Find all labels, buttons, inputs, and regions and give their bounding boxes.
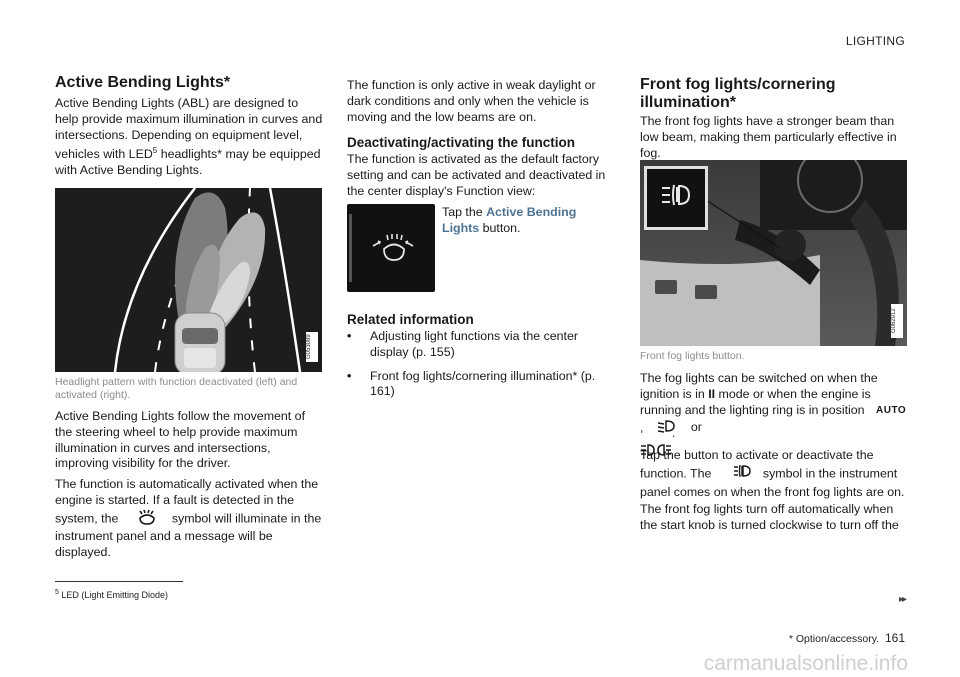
- auto-icon: AUTO: [876, 404, 907, 416]
- page-number: 161: [884, 631, 905, 645]
- fog-lights-title: Front fog lights/cornering illumination*: [640, 76, 836, 111]
- abl-button-image[interactable]: [347, 204, 435, 292]
- section-title: LIGHTING: [845, 34, 905, 48]
- footnote-text: LED (Light Emitting Diode): [61, 590, 168, 600]
- period: .: [672, 426, 676, 440]
- related-item-text[interactable]: Adjusting light functions via the center display (p. 155): [370, 329, 579, 359]
- abl-intro-text-2: headlights* may be equipped with Active Bending Lights.: [55, 147, 321, 178]
- fog-figure-caption: Front fog lights button.: [640, 350, 745, 362]
- related-info-heading: Related information: [347, 312, 474, 327]
- bullet-icon: •: [347, 329, 352, 343]
- button-indicator-bar: [349, 214, 352, 282]
- ignition-mode: II: [708, 386, 716, 401]
- abl-para-3: [55, 477, 323, 561]
- fog-indicator-icon: [733, 464, 751, 485]
- abl-para-3-text-1: The function is automatically activated when the engine is started. If a fault is detected in the system, the: [55, 477, 319, 526]
- figure-code: G053089: [306, 332, 318, 362]
- abl-condition-text: The function is only active in weak daylight or dark conditions and only when the vehicle is moving and the low beams are on.: [347, 78, 596, 124]
- footnote-divider: [55, 581, 183, 582]
- option-note: * Option/accessory.: [788, 633, 880, 645]
- fog-para-3: The front fog lights turn off automatically when the start knob is turned clockwise to turn off the: [640, 502, 899, 532]
- abl-intro: [55, 96, 323, 179]
- tap-instruction: [442, 205, 582, 237]
- related-info-list: [347, 329, 609, 400]
- related-item-text[interactable]: Front fog lights/cornering illumination* (p. 161): [370, 368, 596, 399]
- abl-title: Active Bending Lights*: [55, 74, 231, 91]
- footnote: [55, 589, 168, 600]
- fog-para-2: [640, 448, 908, 500]
- footnote-number: 5: [55, 589, 59, 596]
- fog-para-2-text-1: Tap the button to activate or deactivate the function. The: [640, 448, 874, 481]
- abl-button-label[interactable]: Active Bending Lights: [442, 205, 577, 235]
- fog-para-1-text-2: mode or when the engine is running and the lighting ring is in position: [640, 386, 871, 417]
- abl-para-3-text-2: symbol will illuminate in the instrument panel and a message will be displayed.: [55, 511, 322, 560]
- comma: ,: [640, 420, 644, 435]
- abl-symbol-icon: [369, 232, 417, 262]
- fog-lights-intro: The front fog lights have a stronger beam than low beam, making them particularly effective in fog.: [640, 114, 897, 160]
- fog-button-callout[interactable]: [644, 166, 708, 230]
- tap-prefix: Tap the: [442, 205, 487, 219]
- next-page-arrows-icon[interactable]: ▸▸: [898, 594, 905, 605]
- deactivate-heading: Deactivating/activating the function: [347, 135, 576, 150]
- related-item[interactable]: [347, 369, 609, 401]
- or-word: or: [690, 420, 702, 435]
- fog-light-icon: [659, 182, 693, 214]
- deactivate-para: The function is activated as the default factory setting and can be activated and deactivated in the center display's Function view:: [347, 152, 606, 198]
- headlight-pattern-illustration: [55, 188, 322, 372]
- headlight-figure-caption: Headlight pattern with function deactivated (left) and activated (right).: [55, 376, 298, 401]
- abl-intro-text-1: Active Bending Lights (ABL) are designed to help provide maximum illumination in curves and intersections. Depending on equipment level, vehicles with LED: [55, 96, 323, 162]
- bullet-icon: •: [347, 368, 352, 383]
- fog-para-1-text-1: The fog lights can be switched on when the ignition is in: [640, 371, 878, 401]
- headlight-pattern-figure: [55, 188, 322, 372]
- page-footer: [789, 631, 905, 645]
- footnote-ref[interactable]: 5: [152, 146, 158, 156]
- fog-button-figure: [640, 160, 907, 346]
- figure-code: G062912: [891, 304, 903, 338]
- watermark: carmanualsonline.info: [703, 652, 908, 675]
- fog-para-2-text-2: symbol in the instrument panel comes on when the front fog lights are on.: [640, 466, 905, 499]
- abl-warning-icon: [136, 509, 158, 530]
- abl-para-2: Active Bending Lights follow the movement of the steering wheel to help provide maximum illumination in curves and intersections, improving visibility for the driver.: [55, 409, 306, 471]
- tap-suffix: button.: [479, 220, 521, 235]
- related-item[interactable]: [347, 329, 609, 361]
